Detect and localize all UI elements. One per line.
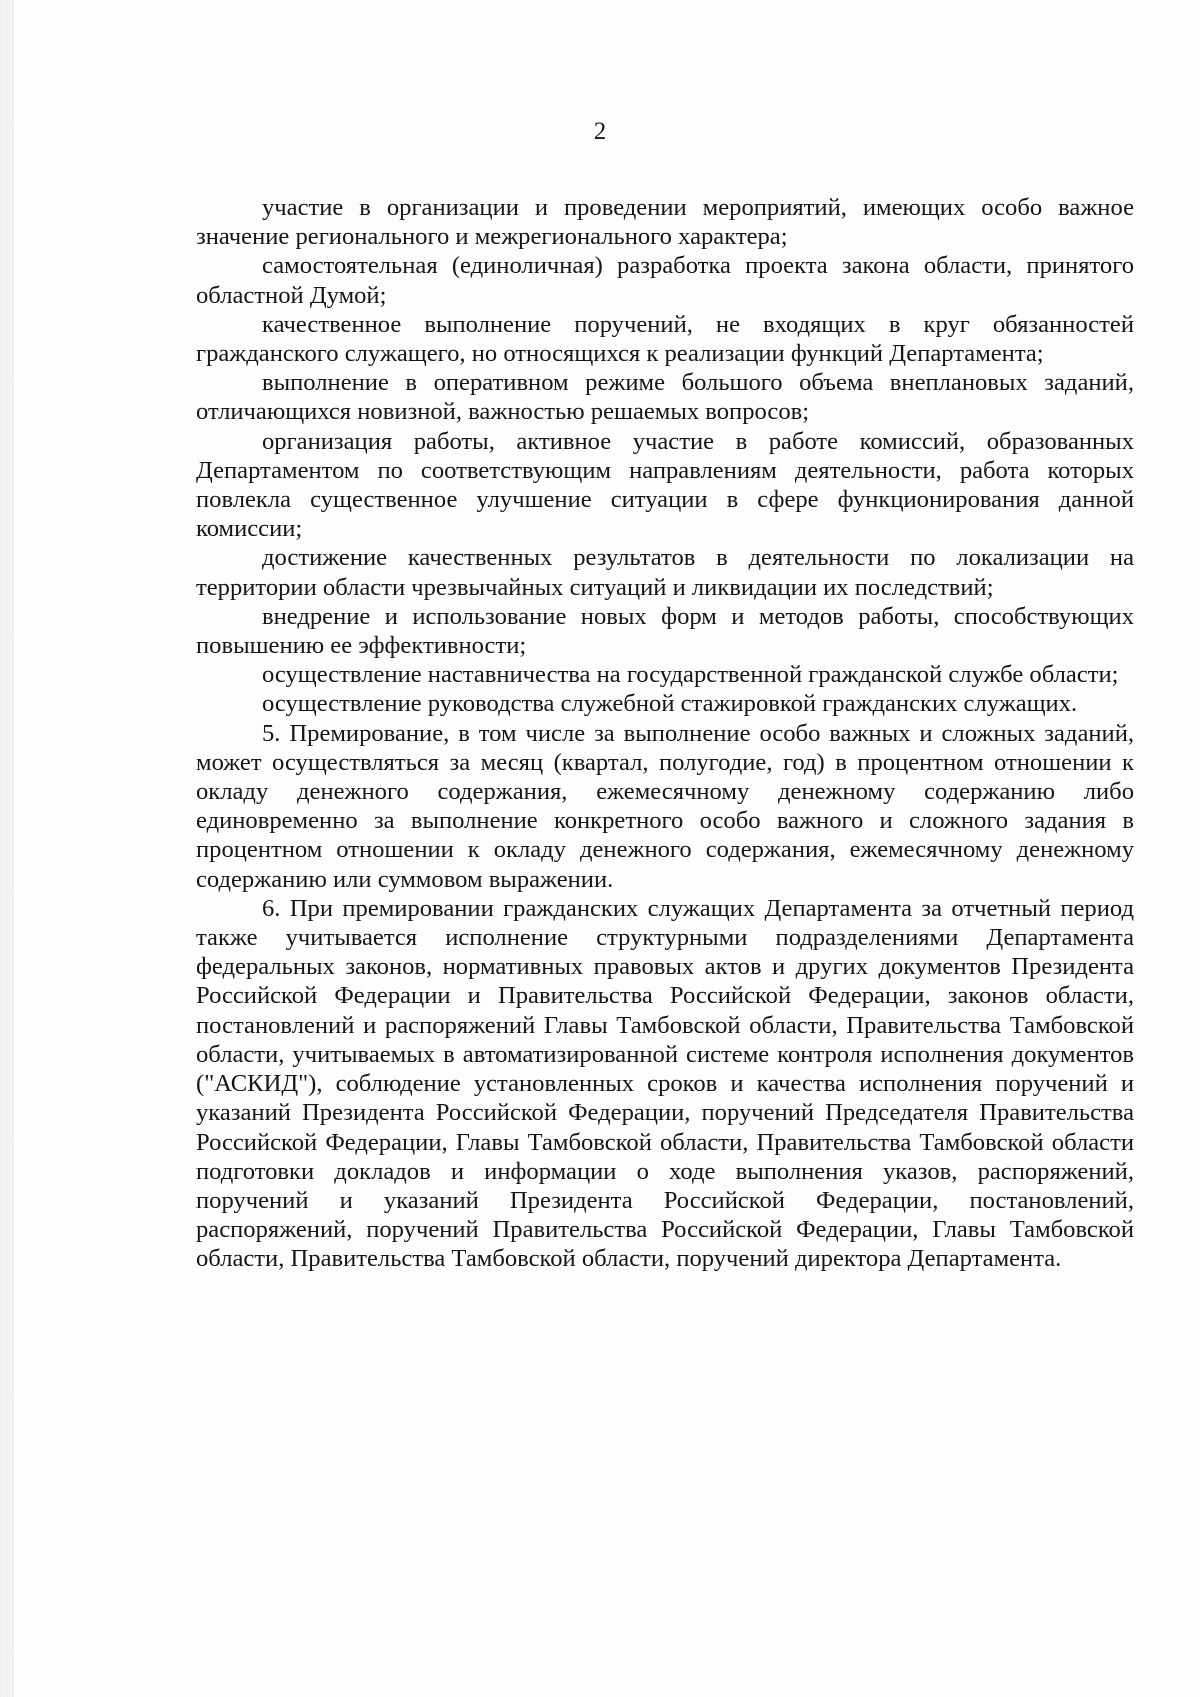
paragraph-2: самостоятельная (единоличная) разработка проекта закона области, принятого областной Думой; — [196, 252, 1134, 309]
paragraph-4: выполнение в оперативном режиме большого объема внеплановых заданий, отличающихся новизной, важностью решаемых вопросов; — [196, 369, 1134, 426]
paragraph-1: участие в организации и проведении мероприятий, имеющих особо важное значение регионального и межрегионального характера; — [196, 194, 1134, 251]
paragraph-7: внедрение и использование новых форм и методов работы, способствующих повышению ее эффективности; — [196, 602, 1134, 660]
scan-edge — [0, 0, 14, 1697]
paragraph-9: осуществление руководства служебной стажировкой гражданских служащих. — [262, 690, 1078, 718]
paragraph-3: качественное выполнение поручений, не входящих в круг обязанностей гражданского служащего, но относящихся к реализации функций Департамента; — [196, 310, 1134, 368]
paragraph-11: 6. При премировании гражданских служащих Департамента за отчетный период также учитывается исполнение структурными подразделениями Департамента федеральных законов, нормативных правовых актов и других документов Президента Российской Федерации и Правительства Российской Федерации, законов области, постановлений и распоряжений Главы Тамбовской области, Правительства Тамбовской области, учитываемых в автоматизированной системе контроля исполнения документов ("АСКИД"), соблюдение установленных сроков и качества исполнения поручений и указаний Президента Российской Федерации, поручений Председателя Правительства Российской Федерации, Главы Тамбовской области, Правительства Тамбовской области подготовки докладов и информации о ходе выполнения указов, распоряжений, поручений и указаний Президента Российской Федерации, постановлений, распоряжений, поручений Правительства Российской Федерации, Главы Тамбовской области, Правительства Тамбовской области, поручений директора Департамента. — [196, 894, 1134, 1273]
paragraph-5: организация работы, активное участие в работе комиссий, образованных Департаментом по соответствующим направлениям деятельности, работа которых повлекла существенное улучшение ситуации в сфере функционирования данной комиссии; — [196, 427, 1134, 543]
page-number: 2 — [593, 118, 607, 145]
paragraph-8: осуществление наставничества на государственной гражданской службе области; — [262, 661, 1119, 689]
paragraph-6: достижение качественных результатов в деятельности по локализации на территории области чрезвычайных ситуаций и ликвидации их последствий; — [196, 544, 1134, 601]
document-body — [196, 193, 1134, 1274]
paragraph-10: 5. Премирование, в том числе за выполнение особо важных и сложных заданий, может осуществляться за месяц (квартал, полугодие, год) в процентном отношении к окладу денежного содержания, ежемесячному денежному содержанию либо единовременно за выполнение конкретного особо важного и сложного задания в процентном отношении к окладу денежного содержания, ежемесячному денежному содержанию или суммовом выражении. — [196, 719, 1134, 893]
